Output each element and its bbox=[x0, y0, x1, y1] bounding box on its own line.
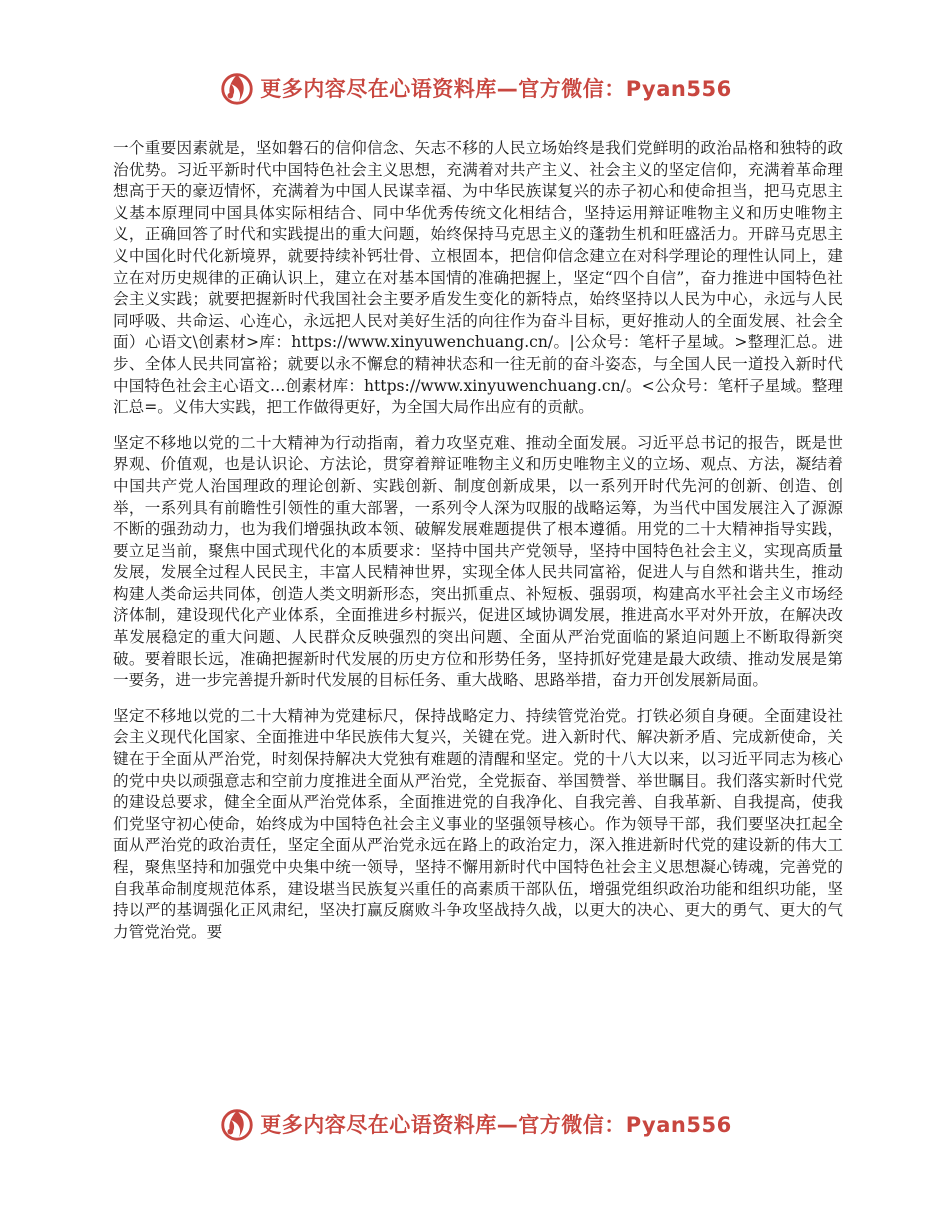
footer-banner bbox=[0, 1102, 950, 1146]
flame-logo-icon bbox=[218, 1105, 256, 1143]
paragraph-3: 坚定不移地以党的二十大精神为党建标尺，保持战略定力、持续管党治党。打铁必须自身硬。全面建设社会主义现代化国家、全面推进中华民族伟大复兴，关键在党。进入新时代、解决新矛盾、完成新使命，关键在于全面从严治党，时刻保持解决大党独有难题的清醒和坚定。党的十八大以来，以习近平同志为核心的党中央以顽强意志和空前力度推进全面从严治党，全党振奋、举国赞誉、举世瞩目。我们落实新时代党的建设总要求，健全全面从严治党体系，全面推进党的自我净化、自我完善、自我革新、自我提高，使我们党坚守初心使命，始终成为中国特色社会主义事业的坚强领导核心。作为领导干部，我们要坚决扛起全面从严治党的政治责任，坚定全面从严治党永远在路上的政治定力，深入推进新时代党的建设新的伟大工程，聚焦坚持和加强党中央集中统一领导，坚持不懈用新时代中国特色社会主义思想凝心铸魂，完善党的自我革命制度规范体系，建设堪当民族复兴重任的高素质干部队伍，增强党组织政治功能和组织功能，坚持以严的基调强化正风肃纪，坚决打赢反腐败斗争攻坚战持久战，以更大的决心、更大的勇气、更大的气力管党治党。要 bbox=[113, 706, 843, 941]
paragraph-1: 一个重要因素就是，坚如磐石的信仰信念、矢志不移的人民立场始终是我们党鲜明的政治品格和独特的政治优势。习近平新时代中国特色社会主义思想，充满着对共产主义、社会主义的坚定信仰，充满着革命理想高于天的豪迈情怀，充满着为中国人民谋幸福、为中华民族谋复兴的赤子初心和使命担当，把马克思主义基本原理同中国具体实际相结合、同中华优秀传统文化相结合，坚持运用辩证唯物主义和历史唯物主义，正确回答了时代和实践提出的重大问题，始终保持马克思主义的蓬勃生机和旺盛活力。开辟马克思主义中国化时代化新境界，就要持续补钙壮骨、立根固本，把信仰信念建立在对科学理论的理性认同上，建立在对历史规律的正确认识上，建立在对基本国情的准确把握上，坚定“四个自信”，奋力推进中国特色社会主义实践；就要把握新时代我国社会主要矛盾发生变化的新特点，始终坚持以人民为中心，永远与人民同呼吸、共命运、心连心，永远把人民对美好生活的向往作为奋斗目标，更好推动人的全面发展、社会全面）心语文\创素材>库：https://www.xinyuwenchuang.cn/。|公众号：笔杆子星域。>整理汇总。进步、全体人民共同富裕；就要以永不懈怠的精神状态和一往无前的奋斗姿态，与全国人民一道投入新时代中国特色社会主心语文…创素材库：https://www.xinyuwenchuang.cn/。<公众号：笔杆子星域。整理汇总=。义伟大实践，把工作做得更好，为全国大局作出应有的贡献。 bbox=[113, 139, 843, 417]
banner-text: 更多内容尽在心语资料库—官方微信：Pyan556 bbox=[260, 77, 732, 101]
flame-logo-icon bbox=[218, 69, 256, 107]
paragraph-2: 坚定不移地以党的二十大精神为行动指南，着力攻坚克难、推动全面发展。习近平总书记的报告，既是世界观、价值观，也是认识论、方法论，贯穿着辩证唯物主义和历史唯物主义的立场、观点、方法，凝结着中国共产党人治国理政的理论创新、实践创新、制度创新成果，以一系列开时代先河的创新、创造、创举，一系列具有前瞻性引领性的重大部署，一系列令人深为叹服的战略运筹，为当代中国发展注入了源源不断的强劲动力，也为我们增强执政本领、破解发展难题提供了根本遵循。用党的二十大精神指导实践，要立足当前，聚焦中国式现代化的本质要求：坚持中国共产党领导，坚持中国特色社会主义，实现高质量发展，发展全过程人民民主，丰富人民精神世界，实现全体人民共同富裕，促进人与自然和谐共生，推动构建人类命运共同体，创造人类文明新形态，突出抓重点、补短板、强弱项，构建高水平社会主义市场经济体制，建设现代化产业体系，全面推进乡村振兴，促进区域协调发展，推进高水平对外开放，在解决改革发展稳定的重大问题、人民群众反映强烈的突出问题、全面从严治党面临的紧迫问题上不断取得新突破。要着眼长远，准确把握新时代发展的历史方位和形势任务，坚持抓好党建是最大政绩、推动发展是第一要务，进一步完善提升新时代发展的目标任务、重大战略、思路举措，奋力开创发展新局面。 bbox=[113, 433, 843, 690]
document-body bbox=[113, 138, 843, 957]
header-banner bbox=[0, 66, 950, 110]
banner-text: 更多内容尽在心语资料库—官方微信：Pyan556 bbox=[260, 1113, 732, 1137]
